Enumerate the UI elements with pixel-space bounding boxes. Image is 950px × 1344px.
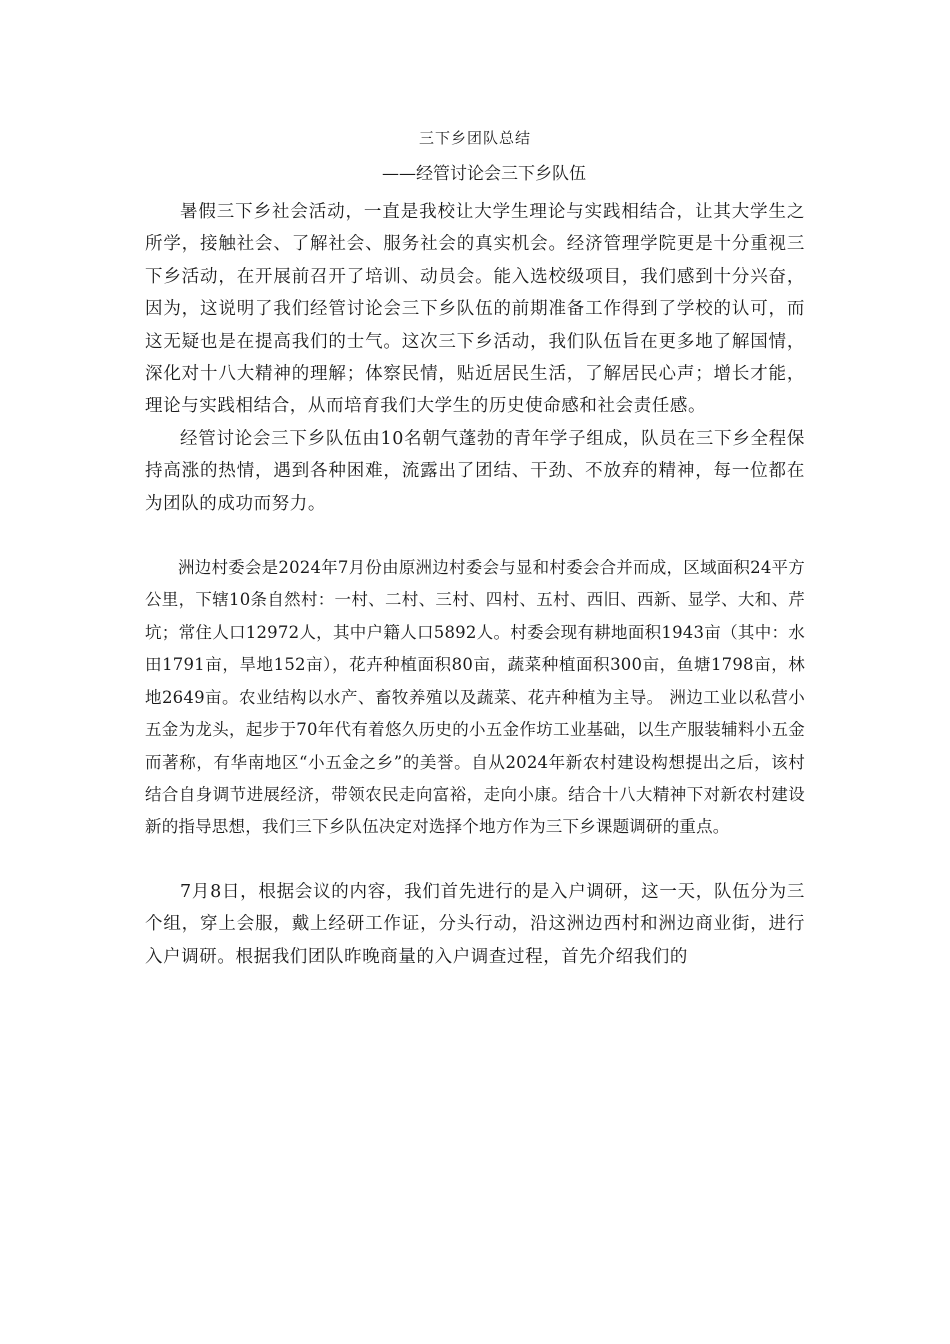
paragraph-team: 经管讨论会三下乡队伍由10名朝气蓬勃的青年学子组成，队员在三下乡全程保持高涨的热情，遇到各种困难，流露出了团结、干劲、不放弃的精神，每一位都在为团队的成功而努力。 [145,428,805,514]
paragraph-spacer [145,844,805,876]
paragraph-survey: 7月8日，根据会议的内容，我们首先进行的是入户调研，这一天，队伍分为三个组，穿上会服，戴上经研工作证，分头行动，沿这洲边西村和洲边商业街，进行入户调研。根据我们团队昨晚商量的入户调查过程，首先介绍我们的 [145,881,805,967]
document-title: 三下乡团队总结 [418,129,531,147]
paragraph-spacer [145,520,805,552]
document-subtitle: ——经管讨论会三下乡队伍 [382,164,586,184]
paragraph-intro: 暑假三下乡社会活动，一直是我校让大学生理论与实践相结合，让其大学生之所学，接触社会、了解社会、服务社会的真实机会。经济管理学院更是十分重视三下乡活动，在开展前召开了培训、动员会。能入选校级项目，我们感到十分兴奋，因为，这说明了我们经管讨论会三下乡队伍的前期准备工作得到了学校的认可，而这无疑也是在提高我们的士气。这次三下乡活动，我们队伍旨在更多地了解国情，深化对十八大精神的理解；体察民情，贴近居民生活，了解居民心声；增长才能，理论与实践相结合，从而培育我们大学生的历史使命感和社会责任感。 [145,202,805,417]
paragraph-village: 洲边村委会是2024年7月份由原洲边村委会与显和村委会合并而成，区域面积24平方公里，下辖10条自然村：一村、二村、三村、四村、五村、西旧、西新、显学、大和、芹坑；常住人口12972人，其中户籍人口5892人。村委会现有耕地面积1943亩（其中：水田1791亩，旱地152亩），花卉种植面积80亩，蔬菜种植面积300亩，鱼塘1798亩，林地2649亩。农业结构以水产、畜牧养殖以及蔬菜、花卉种植为主导。 洲边工业以私营小五金为龙头，起步于70年代有着悠久历史的小五金作坊工业基础，以生产服装辅料小五金而著称，有华南地区“小五金之乡”的美誉。自从2024年新农村建设构想提出之后，该村结合自身调节进展经济，带领农民走向富裕，走向小康。结合十八大精神下对新农村建设新的指导思想，我们三下乡队伍决定对选择个地方作为三下乡课题调研的重点。 [145,558,805,837]
document-body [145,196,805,973]
